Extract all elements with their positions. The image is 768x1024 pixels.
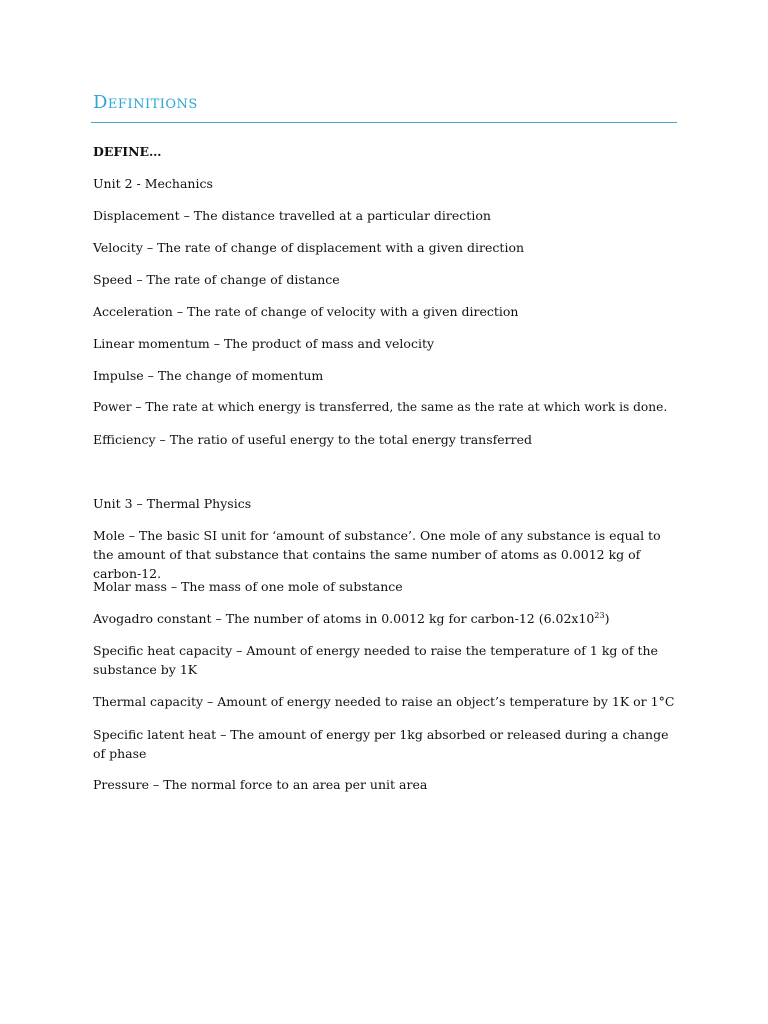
definition-molar-mass: Molar mass – The mass of one mole of substance (93, 579, 403, 594)
definition-impulse: Impulse – The change of momentum (93, 368, 324, 383)
avogadro-suffix: ) (604, 611, 610, 626)
definition-velocity: Velocity – The rate of change of displacement with a given direction (93, 240, 525, 255)
unit3-title: Unit 3 – Thermal Physics (93, 496, 252, 511)
definition-linear-momentum: Linear momentum – The product of mass and velocity (93, 336, 435, 351)
definition-speed: Speed – The rate of change of distance (93, 272, 340, 287)
definition-mole: Mole – The basic SI unit for ‘amount of substance’. One mole of any substance is equal to the amount of that substance that contains the same number of atoms as 0.0012 kg of carbon-12. (93, 528, 661, 581)
page-title: Definitions (93, 92, 198, 113)
definition-pressure: Pressure – The normal force to an area per unit area (93, 777, 428, 792)
avogadro-text: Avogadro constant – The number of atoms in 0.0012 kg for carbon-12 (6.02x10 (93, 611, 595, 626)
definition-specific-latent-heat: Specific latent heat – The amount of energy per 1kg absorbed or released during a change of phase (93, 727, 669, 761)
definition-power: Power – The rate at which energy is transferred, the same as the rate at which work is done. (93, 400, 668, 414)
definition-acceleration: Acceleration – The rate of change of velocity with a given direction (93, 304, 519, 319)
definition-efficiency: Efficiency – The ratio of useful energy to the total energy transferred (93, 432, 533, 447)
avogadro-exponent: 23 (594, 610, 605, 620)
define-label: DEFINE… (93, 144, 162, 159)
definition-avogadro (93, 609, 673, 628)
definition-thermal-capacity: Thermal capacity – Amount of energy needed to raise an object’s temperature by 1K or 1°C (93, 694, 675, 709)
unit2-title: Unit 2 - Mechanics (93, 176, 213, 191)
title-divider (91, 122, 677, 123)
definition-specific-heat-capacity: Specific heat capacity – Amount of energy needed to raise the temperature of 1 kg of the substance by 1K (93, 643, 658, 677)
definition-displacement: Displacement – The distance travelled at a particular direction (93, 208, 491, 223)
